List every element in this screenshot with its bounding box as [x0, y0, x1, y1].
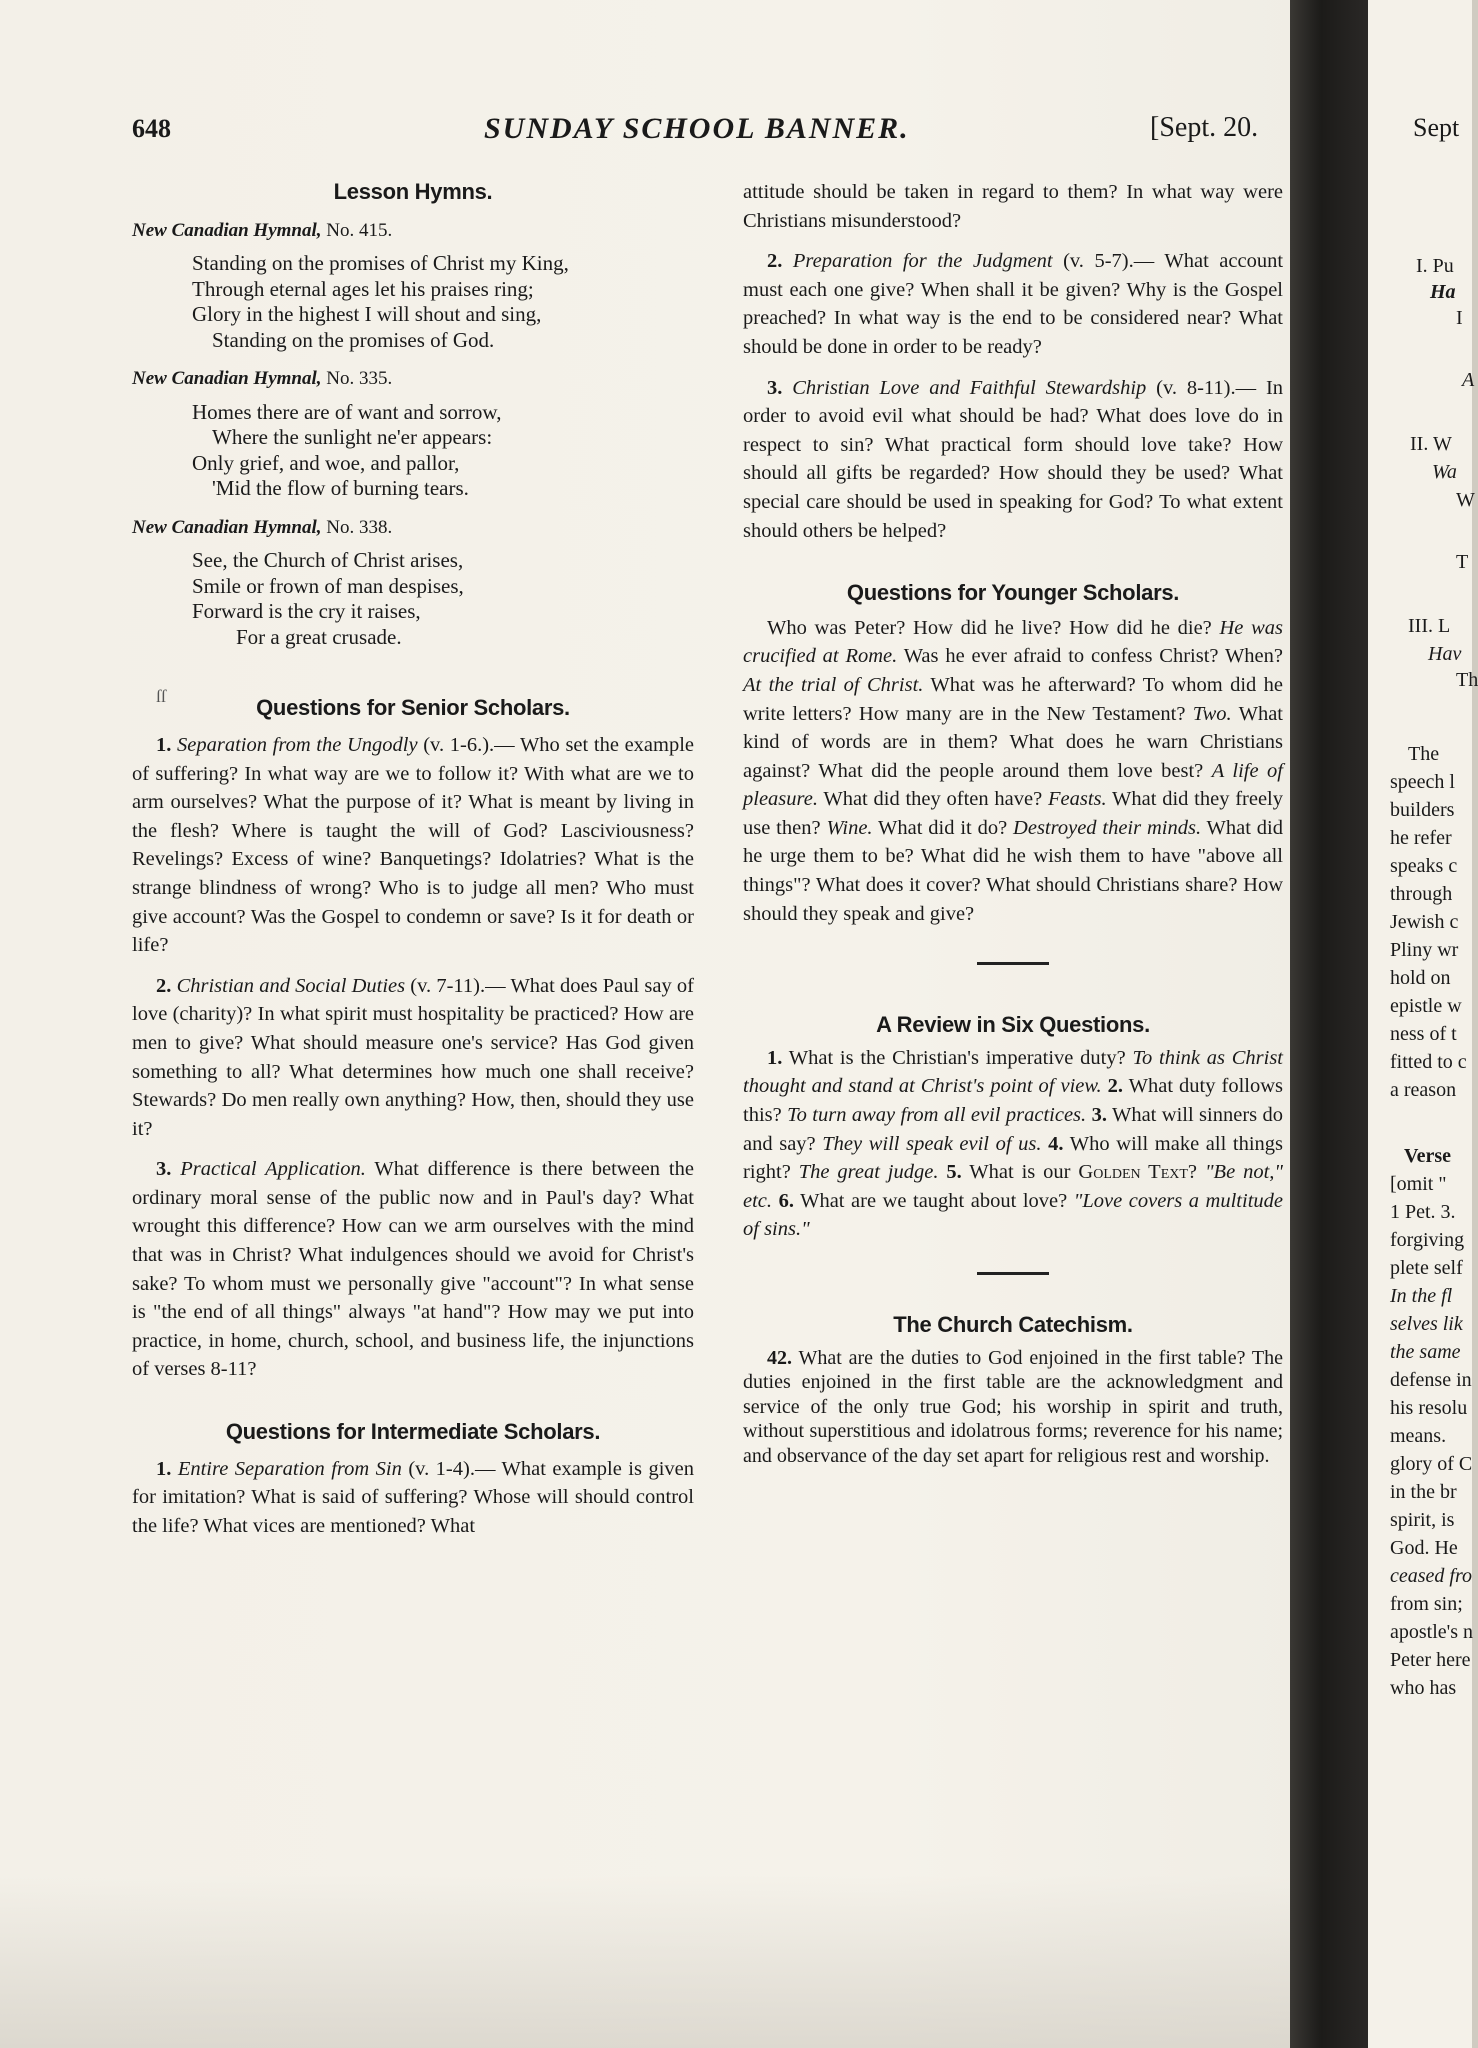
hymn-source-title: New Canadian Hymnal, — [132, 368, 322, 390]
hymn-1 — [132, 217, 694, 354]
verse-line: Where the sunlight ne'er appears: — [212, 425, 493, 450]
facing-fragment: Th — [1456, 669, 1478, 691]
section-text: In order to avoid evil what should be had? What does love do in respect to sin? What practical form should love take? How should all gifts be regarded? How should they be used? What special care should be used in speaking for God? To what extent should others be helped? — [743, 376, 1284, 542]
book-gutter — [1290, 0, 1368, 2048]
facing-fragment: God. He — [1390, 1537, 1458, 1559]
review-text-segment: Who will make all things right? — [743, 1132, 1284, 1184]
review-text-segment: To think as Christ thought and stand at Christ's point of view. — [743, 1046, 1283, 1098]
facing-fragment: W — [1456, 489, 1475, 511]
younger-text-segment: Was he ever afraid to confess Christ? When? — [897, 645, 1284, 668]
running-date: [Sept. 20. — [1150, 112, 1259, 143]
section-text: What example is given for imitation? What is said of suffering? Whose will should control the life? What vices are mentioned? What — [132, 1457, 694, 1537]
section-number: 3. — [767, 376, 783, 399]
younger-text-segment: Feasts. — [1047, 788, 1107, 811]
section-number: 1. — [156, 1457, 172, 1480]
review-questions-text — [743, 1044, 1283, 1244]
section-number: 2. — [156, 974, 172, 997]
hymn-2 — [132, 365, 694, 502]
facing-fragment: forgiving — [1390, 1229, 1465, 1251]
younger-text-segment: A life of pleasure. — [743, 759, 1283, 811]
section-title: Practical Application. — [180, 1158, 366, 1181]
review-text-segment: "Love covers a multitude of sins." — [743, 1189, 1283, 1241]
section-number: 1. — [156, 733, 172, 756]
intermediate-question-3 — [743, 374, 1283, 546]
facing-fragment: The — [1408, 743, 1440, 765]
facing-fragment: Peter here — [1390, 1649, 1471, 1671]
intermediate-question-2 — [743, 247, 1283, 361]
facing-fragment: speaks c — [1390, 855, 1458, 877]
facing-fragment: 1 Pet. 3. — [1390, 1201, 1456, 1223]
facing-fragment: ceased fro — [1390, 1565, 1473, 1587]
stray-mark: ſſ — [156, 686, 167, 706]
younger-text-segment: What did he urge them to be? What did he wish them to have "above all things"? What does it cover? What should Christians share? How should they speak and give? — [743, 816, 1284, 925]
section-text: Who set the example of suffering? In what way are we to follow it? With what are we to arm ourselves? What the purpose of it? What is meant by living in the flesh? Where is taught the will of God? Lasciviousness? Revelings? Excess of wine? Banquetings? Idolatries? What is the strange blindness of wrong? Who is to judge all men? Who must give account? Was the Gospel to condemn or save? Is it for death or life? — [132, 733, 695, 957]
section-divider — [977, 1272, 1049, 1275]
facing-header: Sept — [1413, 113, 1460, 142]
review-text-segment: The great judge. — [798, 1161, 939, 1184]
section-title: Preparation for the Judgment — [792, 250, 1053, 273]
younger-text-segment: He was crucified at Rome. — [743, 616, 1283, 668]
facing-fragment: I. Pu — [1416, 255, 1454, 277]
facing-fragment: speech l — [1390, 771, 1455, 793]
facing-fragment: glory of C — [1390, 1453, 1473, 1475]
verse-line: Homes there are of want and sorrow, — [192, 399, 502, 424]
review-text-segment: 6. — [778, 1189, 794, 1212]
section-title: Christian Love and Faithful Stewardship — [792, 376, 1147, 399]
verse-line: Glory in the highest I will shout and sing, — [192, 302, 542, 327]
facing-fragment: I — [1456, 307, 1463, 329]
facing-fragment: ness of t — [1390, 1023, 1457, 1045]
review-text-segment: ? — [1187, 1161, 1205, 1184]
hymn-verse — [192, 548, 694, 650]
verse-line: See, the Church of Christ arises, — [192, 548, 464, 573]
verse-line: For a great crusade. — [236, 624, 402, 649]
review-text-segment: What will sinners do and say? — [743, 1104, 1284, 1155]
younger-text-segment: What did they often have? — [817, 788, 1048, 811]
facing-fragment: Pliny wr — [1390, 939, 1459, 961]
verse-line: Standing on the promises of God. — [212, 327, 495, 352]
review-text-segment: What is the Christian's imperative duty? — [782, 1046, 1133, 1069]
facing-fragment: selves lik — [1390, 1313, 1463, 1335]
review-heading: A Review in Six Questions. — [876, 1012, 1150, 1038]
facing-fragment: from sin; — [1390, 1593, 1463, 1615]
facing-fragment: II. W — [1410, 433, 1452, 455]
section-number: 3. — [156, 1158, 172, 1181]
review-text-segment: 1. — [767, 1046, 783, 1069]
facing-fragment: Verse — [1404, 1145, 1452, 1167]
section-ref: (v. 8-11).— — [1156, 376, 1257, 399]
facing-fragment: Wa — [1432, 461, 1457, 483]
facing-fragment: A — [1462, 369, 1475, 391]
section-text: What does Paul say of love (charity)? In what spirit must hospitality be practiced? How are men to give? What should measure one's service? Has God given something to all? What determines how much one shall receive? Stewards? Do men really own anything? How, then, should they use it? — [132, 974, 695, 1140]
review-text-segment: They will speak evil of us. — [822, 1132, 1042, 1155]
section-text: What account must each one give? When shall it be given? Why is the Gospel preached? In what way is the end to be considered near? What should be done in order to be ready? — [743, 250, 1284, 358]
facing-fragment: Hav — [1428, 643, 1462, 665]
younger-text-segment: What was he afterward? To whom did he write letters? How many are in the New Testament? — [743, 673, 1283, 725]
facing-fragment: defense in — [1390, 1369, 1472, 1391]
verse-line: Smile or frown of man despises, — [192, 573, 464, 598]
running-title: SUNDAY SCHOOL BANNER. — [484, 112, 910, 145]
facing-fragment: apostle's n — [1390, 1621, 1474, 1643]
verse-line: Only grief, and woe, and pallor, — [192, 450, 460, 475]
younger-questions-text — [743, 614, 1283, 929]
facing-fragment: the same — [1390, 1341, 1461, 1363]
hymn-source — [132, 365, 694, 394]
facing-fragment: means. — [1390, 1425, 1447, 1447]
hymn-3 — [132, 514, 694, 651]
right-column — [743, 178, 1283, 1468]
facing-fragment: a reason — [1390, 1079, 1457, 1101]
senior-heading: Questions for Senior Scholars. — [256, 695, 570, 721]
catechism-answer — [743, 1346, 1283, 1469]
section-ref: (v. 7-11).— — [410, 974, 506, 997]
lesson-hymns-heading: Lesson Hymns. — [333, 179, 493, 204]
section-ref: (v. 5-7).— — [1063, 250, 1155, 273]
facing-fragment: hold on — [1390, 967, 1451, 989]
hymn-number: No. 415. — [326, 219, 393, 241]
younger-text-segment: Who was Peter? How did he live? How did he die? — [767, 616, 1220, 639]
verse-line: Standing on the promises of Christ my King, — [192, 251, 569, 276]
review-text-segment: Golden Text — [1078, 1161, 1188, 1184]
intermediate-continued: attitude should be taken in regard to them? In what way were Christians misunderstood? — [743, 181, 1283, 232]
review-text-segment: 5. — [946, 1161, 962, 1184]
review-text-segment: 2. — [1107, 1075, 1124, 1098]
section-title: Entire Separation from Sin — [177, 1457, 402, 1480]
section-title: Separation from the Ungodly — [177, 733, 418, 756]
senior-question-3 — [132, 1155, 694, 1384]
younger-text-segment: What did it do? — [872, 816, 1014, 839]
hymn-number: No. 338. — [326, 516, 393, 538]
hymn-verse — [192, 251, 694, 353]
younger-text-segment: At the trial of Christ. — [743, 673, 924, 696]
facing-fragment: spirit, is — [1390, 1509, 1455, 1531]
verse-line: 'Mid the flow of burning tears. — [212, 476, 469, 501]
facing-fragment: III. L — [1408, 615, 1451, 637]
facing-fragment: through — [1390, 883, 1453, 905]
facing-fragment: he refer — [1390, 827, 1452, 849]
younger-heading: Questions for Younger Scholars. — [846, 580, 1180, 606]
running-header — [132, 112, 1310, 152]
page-number: 648 — [132, 114, 171, 143]
verse-line: Forward is the cry it raises, — [192, 599, 421, 624]
hymn-source-title: New Canadian Hymnal, — [132, 219, 322, 241]
section-title: Christian and Social Duties — [176, 974, 406, 997]
page-shadow — [0, 1875, 1290, 2048]
facing-fragment: In the fl — [1390, 1285, 1453, 1307]
review-text-segment: To turn away from all evil practices. — [787, 1104, 1087, 1127]
review-text-segment: What is our — [961, 1161, 1079, 1184]
left-column — [132, 178, 694, 1540]
facing-fragment: fitted to c — [1390, 1051, 1467, 1073]
review-text-segment: What duty follows this? — [743, 1075, 1283, 1127]
section-ref: (v. 1-6.).— — [423, 733, 515, 756]
hymn-source — [132, 217, 694, 246]
catechism-heading: The Church Catechism. — [893, 1312, 1133, 1337]
catechism-number: 42. — [767, 1346, 792, 1369]
catechism-text: What are the duties to God enjoined in the first table? The duties enjoined in the first table are the acknowledgment and service of the only true God; his worship in spirit and truth, without superstitious and idolatrous forms; reverence for his name; and observance of the day set apart for religious rest and worship. — [743, 1346, 1284, 1467]
hymn-verse — [192, 400, 694, 502]
section-divider — [977, 962, 1049, 965]
facing-fragment: who has — [1390, 1677, 1457, 1699]
review-text-segment: What are we taught about love? — [793, 1189, 1074, 1212]
facing-fragment: epistle w — [1390, 995, 1462, 1017]
facing-fragment: plete self — [1390, 1257, 1463, 1279]
hymn-number: No. 335. — [326, 368, 393, 390]
younger-text-segment: What kind of words are in them? What does he warn Christians against? What did the people around them love best? — [743, 702, 1283, 782]
review-text-segment: 4. — [1048, 1132, 1064, 1155]
review-text-segment: 3. — [1091, 1104, 1107, 1127]
facing-page — [1368, 0, 1478, 2048]
review-text-segment: "Be not," etc. — [743, 1161, 1283, 1212]
section-ref: (v. 1-4).— — [408, 1457, 496, 1480]
facing-fragment: Jewish c — [1390, 911, 1459, 933]
younger-text-segment: Two. — [1192, 702, 1232, 725]
younger-text-segment: Destroyed their minds. — [1013, 816, 1202, 839]
facing-fragment: T — [1456, 551, 1469, 573]
hymn-source-title: New Canadian Hymnal, — [132, 516, 322, 538]
section-text: What difference is there between the ordinary moral sense of the public now and in Paul's day? What wrought this difference? How can we arm ourselves with the mind that was in Christ? What indulgences should we avoid for Christ's sake? To whom must we personally give "account"? In what sense is "the end of all things" always "at hand"? How may we put into practice, in home, church, school, and business life, the injunctions of verses 8-11? — [132, 1158, 694, 1381]
younger-text-segment: Wine. — [826, 816, 873, 839]
verse-line: Through eternal ages let his praises ring; — [192, 276, 534, 301]
facing-fragment: his resolu — [1390, 1397, 1468, 1419]
facing-fragment: [omit " — [1390, 1173, 1447, 1195]
hymn-source — [132, 514, 694, 543]
intermediate-heading: Questions for Intermediate Scholars. — [225, 1419, 601, 1445]
facing-fragment: Ha — [1430, 281, 1456, 303]
facing-fragment: in the br — [1390, 1481, 1457, 1503]
senior-question-2 — [132, 972, 694, 1144]
intermediate-question-1 — [132, 1455, 694, 1541]
section-number: 2. — [767, 250, 783, 273]
senior-question-1 — [132, 731, 694, 960]
facing-fragment: builders — [1390, 799, 1455, 821]
younger-text-segment: What did they freely use then? — [743, 788, 1284, 839]
